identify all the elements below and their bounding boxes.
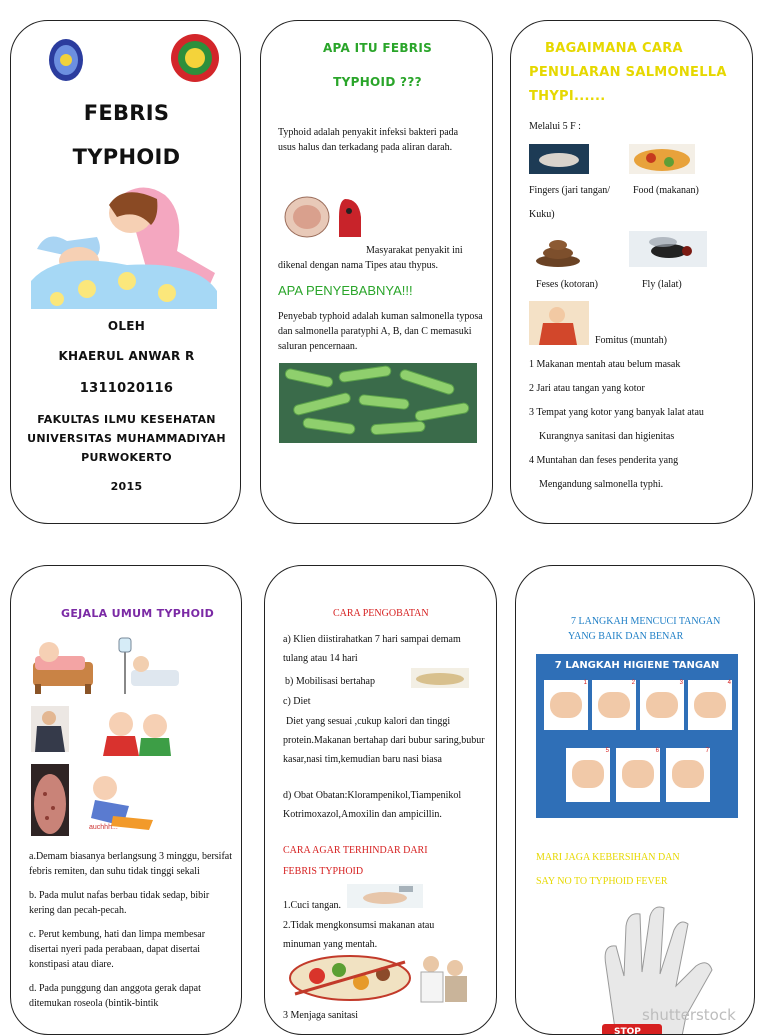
symptom-d: d. Pada punggung dan anggota gerak dapat ditemukan roseola (bintik-bintik — [29, 983, 201, 1009]
sick-in-bed-image — [31, 636, 95, 696]
prevention-3: 3 Menjaga sanitasi — [283, 1010, 358, 1021]
cover-university: UNIVERSITAS MUHAMMADIYAH — [27, 432, 226, 445]
fly-label: Fly (lalat) — [642, 279, 682, 290]
symptoms-title: GEJALA UMUM TYPHOID — [61, 607, 215, 620]
definition-title-line2: TYPHOID ??? — [333, 75, 422, 89]
healthy-food-image — [287, 954, 413, 1002]
prevention-1: 1.Cuci tangan. — [283, 900, 342, 911]
handwashing-title-line2: YANG BAIK DAN BENAR — [568, 631, 684, 642]
transmission-item-4: 4 Muntahan dan feses penderita yang — [529, 455, 679, 466]
sick-child-illustration — [27, 181, 222, 311]
cover-nim: 1311020116 — [79, 381, 174, 396]
fingers-label: Fingers (jari tangan/ — [529, 185, 611, 196]
transmission-item-1: 1 Makanan mentah atau belum masak — [529, 359, 681, 370]
transmission-title-line2: PENULARAN SALMONELLA — [529, 65, 727, 80]
hand-washing-image — [347, 884, 423, 908]
transmission-intro: Melalui 5 F : — [529, 121, 581, 132]
cover-faculty: FAKULTAS ILMU KESEHATAN — [37, 413, 216, 426]
also-known-text: Masyarakat penyakit ini dikenal dengan nama Tipes atau thypus. — [278, 245, 463, 271]
food-image — [629, 144, 695, 174]
university-logo — [47, 37, 85, 83]
definition-panel — [260, 20, 493, 524]
food-label: Food (makanan) — [633, 185, 699, 196]
cause-heading: APA PENYEBABNYA!!! — [278, 283, 413, 298]
cover-title-line2: TYPHOID — [72, 145, 181, 169]
transmission-item-2: 2 Jari atau tangan yang kotor — [529, 383, 645, 394]
cover-author: KHAERUL ANWAR R — [58, 349, 195, 363]
feces-image — [533, 235, 583, 267]
poster-title: 7 LANGKAH HIGIENE TANGAN — [554, 660, 720, 671]
transmission-item-4-cont: Mengandung salmonella typhi. — [539, 479, 664, 490]
treatment-d: d) Obat Obatan:Klorampenikol,Tiampenikol Kotrimoxazol,Amoxilin dan ampicillin. — [283, 790, 462, 820]
slogan-line2: SAY NO TO TYPHOID FEVER — [536, 876, 668, 887]
poster-step-5: 5 — [566, 748, 610, 802]
fomitus-label: Fomitus (muntah) — [595, 335, 667, 346]
watermark-text: shutterstock — [642, 1006, 736, 1024]
prevention-title-line1: CARA AGAR TERHINDAR DARI — [283, 845, 428, 856]
food-plate-image — [411, 668, 469, 688]
definition-text: Typhoid adalah penyakit infeksi bakteri pada usus halus dan terkadang pada aliran darah. — [278, 127, 459, 153]
transmission-item-3: 3 Tempat yang kotor yang banyak lalat atau — [529, 407, 704, 418]
symptom-b: b. Pada mulut nafas berbau tidak sedap, bibir kering dan pecah-pecah. — [29, 890, 210, 916]
symptoms-list — [29, 849, 234, 1011]
treatment-b: b) Mobilisasi bertahap — [285, 676, 375, 687]
transmission-panel — [510, 20, 753, 524]
transmission-title-line3: THYPI...... — [529, 89, 606, 104]
poster-step-1: 1 — [544, 680, 588, 730]
stop-hand-image — [546, 896, 742, 1035]
symptoms-panel — [10, 565, 242, 1035]
cover-city: PURWOKERTO — [81, 451, 172, 464]
salmonella-bacteria-image — [279, 363, 477, 443]
definition-title-line1: APA ITU FEBRIS — [322, 41, 433, 55]
stomach-pain-image — [31, 706, 69, 752]
poster-step-3: 3 — [640, 680, 684, 730]
poster-step-4: 4 — [688, 680, 732, 730]
poster-step-6: 6 — [616, 748, 660, 802]
slogan-line1: MARI JAGA KEBERSIHAN DAN — [536, 852, 680, 863]
transmission-item-3-cont: Kurangnya sanitasi dan higienitas — [539, 431, 675, 442]
cover-by-label: OLEH — [107, 319, 146, 333]
vomit-image — [529, 301, 589, 345]
cover-panel — [10, 20, 241, 524]
feces-label: Feses (kotoran) — [536, 279, 598, 290]
pain-caption: auchhh... — [89, 824, 118, 831]
prevention-2: 2.Tidak mengkonsumsi makanan atau minuman yang mentah. — [283, 920, 435, 950]
handwashing-title-line1: 7 LANGKAH MENCUCI TANGAN — [571, 616, 721, 627]
handwashing-panel — [515, 565, 755, 1035]
petri-dish-image — [283, 193, 365, 243]
treatment-a: a) Klien diistirahatkan 7 hari sampai demam tulang atau 14 hari — [283, 634, 461, 664]
treatment-diet: Diet yang sesuai ,cukup kalori dan tinggi protein.Makanan bertahap dari bubur saring,bubur kasar,nasi tim,kemudian baru nasi biasa — [283, 716, 485, 765]
stop-sign-text: STOP — [614, 1027, 641, 1035]
doctor-patient-image — [417, 954, 471, 1004]
prevention-title-line2: FEBRIS TYPHOID — [283, 866, 364, 877]
symptom-a: a.Demam biasanya berlangsung 3 minggu, bersifat febris remiten, dan suhu tidak tinggi sekali — [29, 851, 232, 877]
fingers-image — [529, 144, 589, 174]
fly-image — [629, 231, 707, 267]
symptom-c: c. Perut kembung, hati dan limpa membesar disertai nyeri pada perabaan, dapat disertai konstipasi atau diare. — [29, 929, 206, 970]
treatment-panel — [264, 565, 497, 1035]
cover-title-line1: FEBRIS — [83, 101, 170, 125]
hospital-patient-image — [111, 634, 181, 696]
cover-year: 2015 — [110, 480, 143, 493]
back-rash-image — [31, 764, 69, 836]
cause-text: Penyebab typhoid adalah kuman salmonella typosa dan salmonella paratyphi A, B, dan C memasuki saluran pencernaan. — [278, 311, 483, 352]
bad-breath-image — [101, 706, 173, 756]
association-logo — [169, 33, 221, 83]
transmission-list — [529, 357, 744, 501]
poster-step-2: 2 — [592, 680, 636, 730]
transmission-title-line1: BAGAIMANA CARA — [545, 41, 683, 56]
treatment-title: CARA PENGOBATAN — [333, 608, 429, 619]
treatment-c: c) Diet — [283, 696, 311, 707]
poster-step-7: 7 — [666, 748, 710, 802]
hand-hygiene-poster — [536, 654, 738, 818]
fingers-label-cont: Kuku) — [529, 209, 555, 220]
